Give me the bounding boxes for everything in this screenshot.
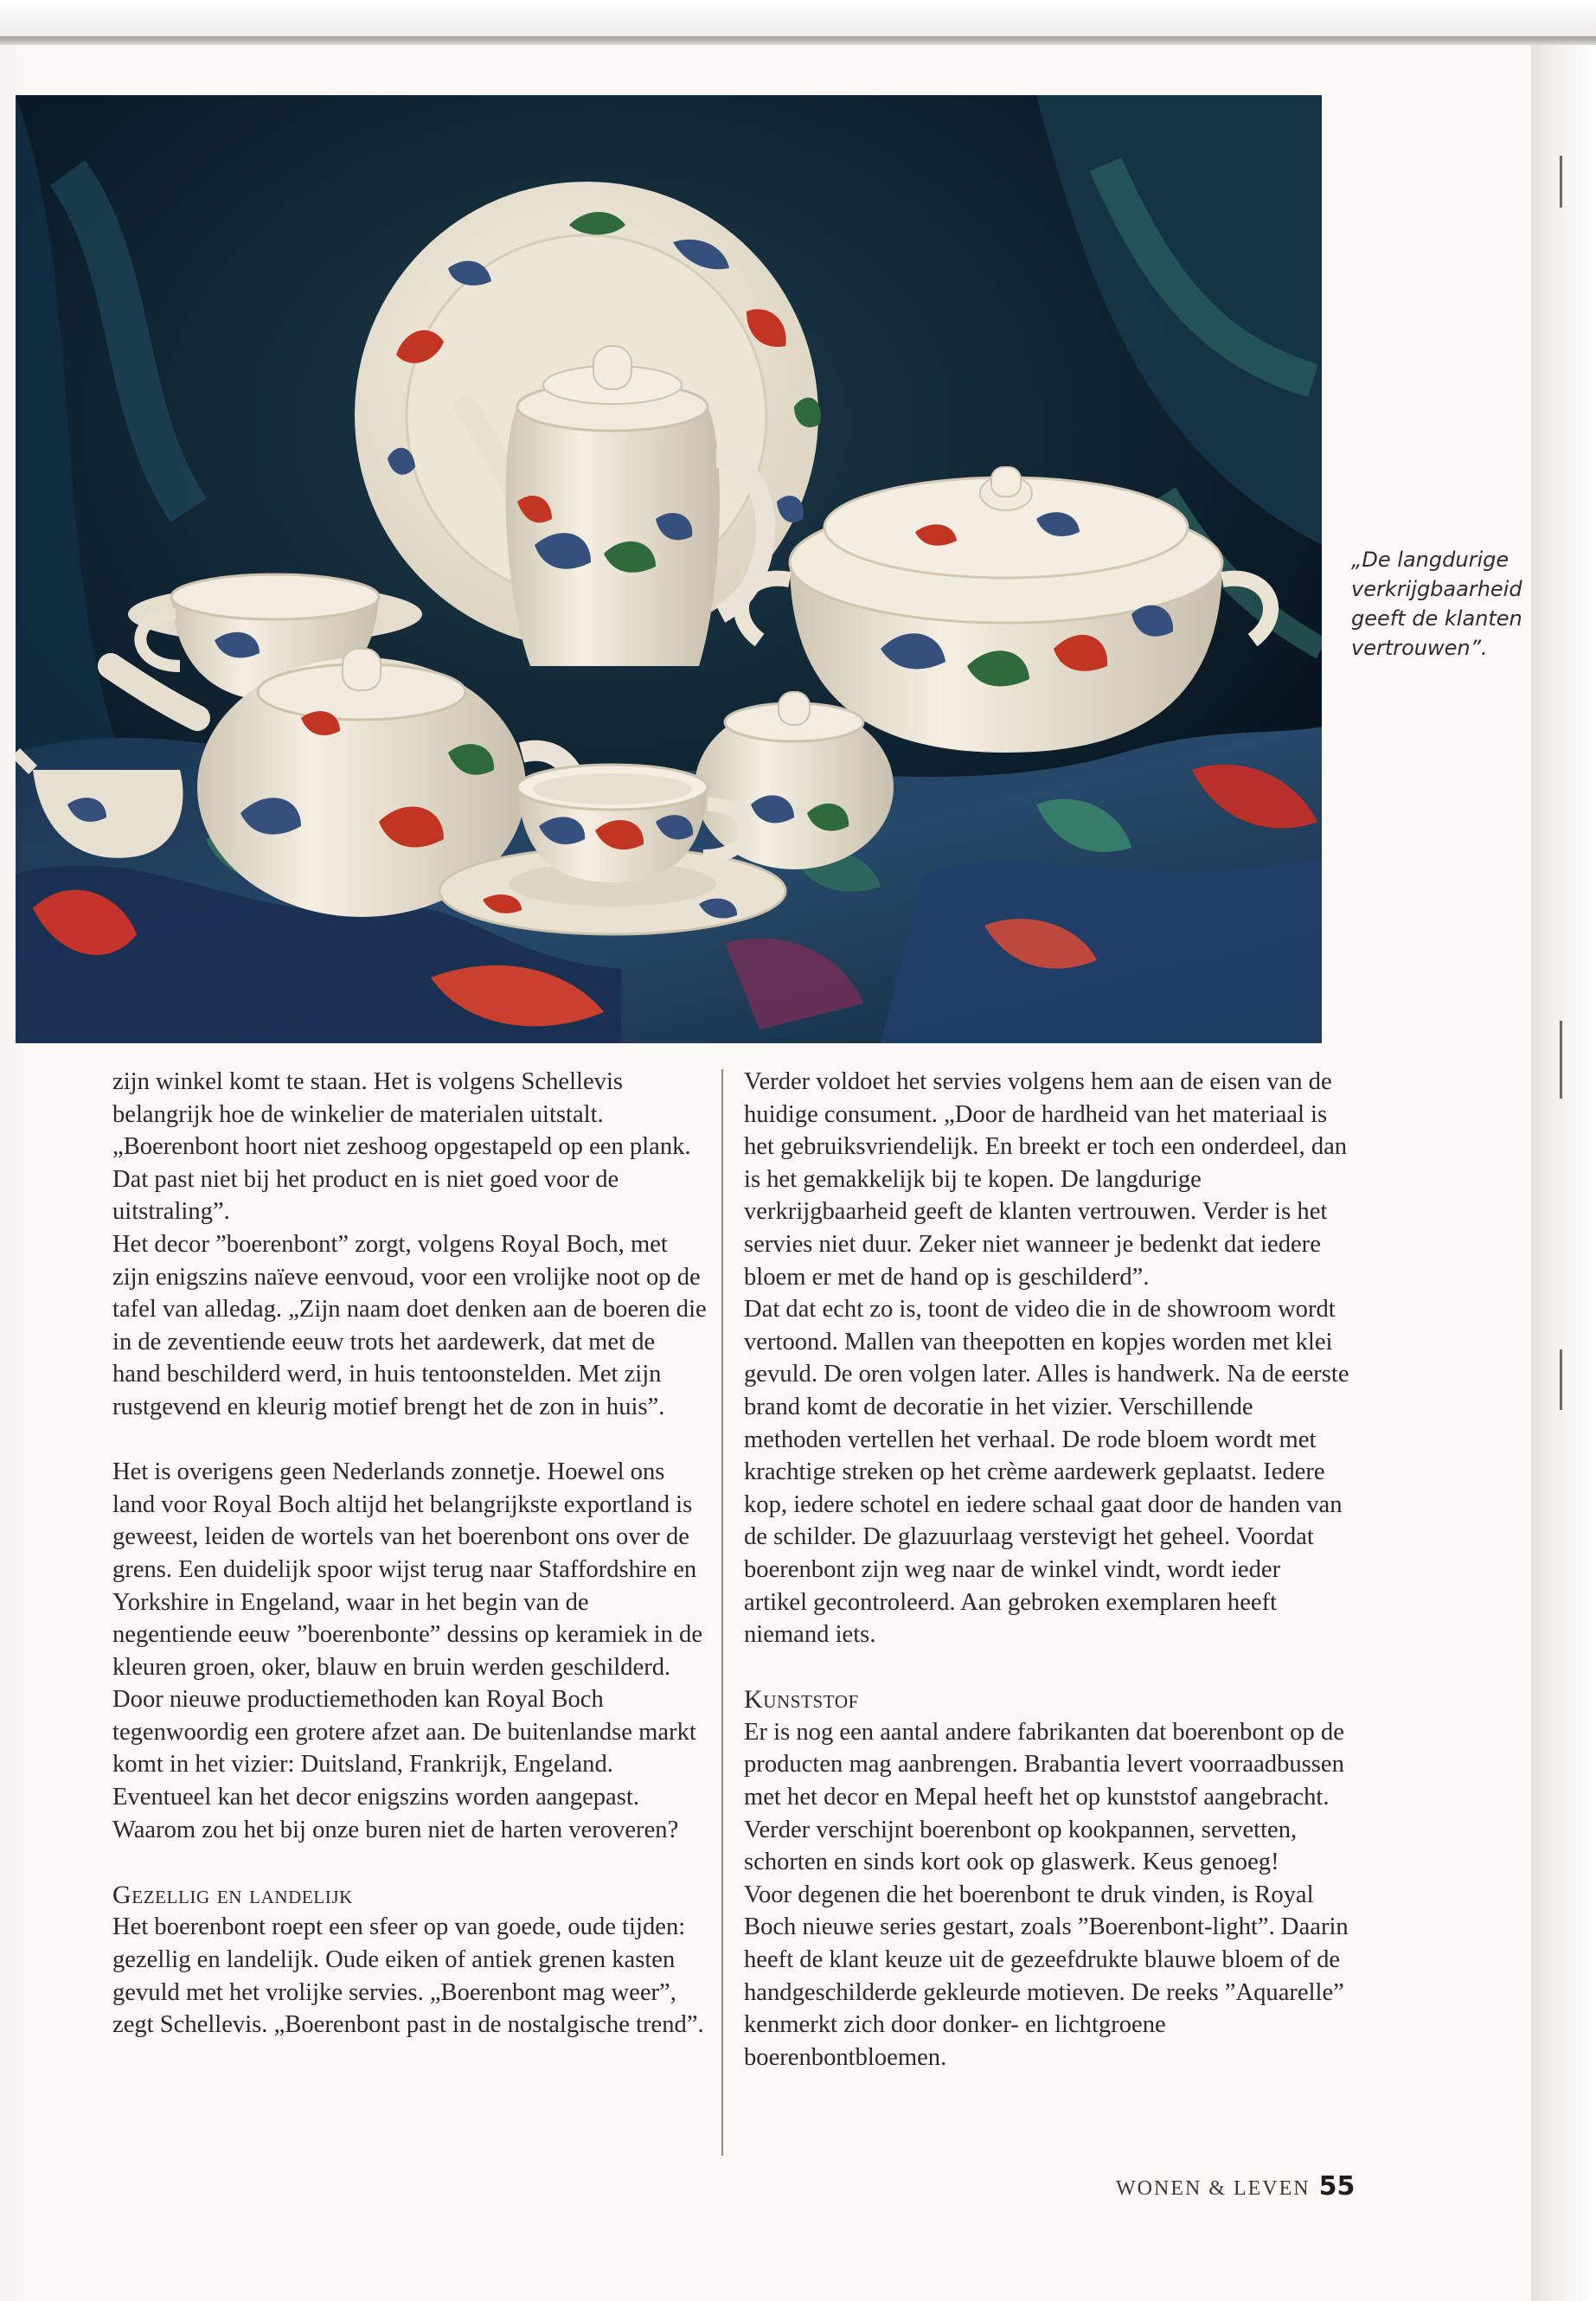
body-paragraph: Voor degenen die het boerenbont te druk vinden, is Royal Boch nieuwe series gestart, zoals ”Boerenbont-light”. Daarin heeft de klant keuze uit de gezeefdrukte blauwe bloem of de handgeschilderde gekleurde motieven. De reeks ”Aquarelle” kenmerkt zich door donker- en lichtgroene boerenbontbloemen.: [744, 1881, 1349, 2071]
pull-quote: „De langdurige verkrijgbaarheid geeft de klanten vertrouwen”.: [1351, 548, 1522, 660]
body-paragraph: Door nieuwe productiemethoden kan Royal Boch tegenwoordig een grotere afzet aan. De buitenlandse markt komt in het vizier: Duitsland, Frankrijk, Engeland. Eventueel kan het decor enigszins worden aangepast. Waarom zou het bij onze buren niet de harten veroveren?: [112, 1686, 696, 1843]
scan-edge-shadow: [0, 36, 1596, 45]
tableware-photo: [16, 95, 1322, 1043]
left-text-column: [112, 1066, 708, 2041]
body-paragraph: Dat dat echt zo is, toont de video die in de showroom wordt vertoond. Mallen van theepotten en kopjes worden met klei gevuld. De oren volgen later. Alles is handwerk. Na de eerste brand komt de decoratie in het vizier. Verschillende methoden vertellen het verhaal. De rode bloem wordt met krachtige streken op het crème aardewerk geplaatst. Iedere kop, iedere schotel en iedere schaal gaat door de handen van de schilder. De glazuurlaag verstevigt het geheel. Voordat boerenbont zijn weg naar de winkel vindt, wordt ieder artikel gecontroleerd. Aan gebroken exemplaren heeft niemand iets.: [744, 1296, 1349, 1649]
page-footer: [1116, 2171, 1355, 2202]
body-paragraph: Verder voldoet het servies volgens hem aan de eisen van de huidige consument. „Door de hardheid van het materiaal is het gebruiksvriendelijk. En breekt er toch een onderdeel, dan is het gemakkelijk bij te kopen. De langdurige verkrijgbaarheid geeft de klanten vertrouwen. Verder is het servies niet duur. Zeker niet wanneer je bedenkt dat iedere bloem er met de hand op is geschilderd”.: [744, 1068, 1348, 1291]
subheading: Gezellig en landelijk: [112, 1880, 353, 1909]
right-text-column: [744, 1066, 1349, 2073]
body-paragraph: Het is overigens geen Nederlands zonnetje. Hoewel ons land voor Royal Boch altijd het belangrijkste exportland is geweest, leiden de wortels van het boerenbont ons over de grens. Een duidelijk spoor wijst terug naar Staffordshire en Yorkshire in Engeland, waar in het begin van de negentiende eeuw ”boerenbonte” dessins op keramiek in de kleuren groen, oker, blauw en bruin werden geschilderd.: [112, 1458, 703, 1681]
fold-mark: [1560, 156, 1562, 208]
paragraph-gap: [112, 1424, 708, 1457]
body-paragraph: Het boerenbont roept een sfeer op van goede, oude tijden: gezellig en landelijk. Oude eiken of antiek grenen kasten gevuld met het vrolijke servies. „Boerenbont mag weer”, zegt Schellevis. „Boerenbont past in de nostalgische trend”.: [112, 1913, 704, 2039]
column-divider: [721, 1069, 723, 2156]
paragraph-gap: [744, 1651, 1349, 1684]
page-number: 55: [1318, 2171, 1356, 2202]
magazine-name: WONEN & LEVEN: [1116, 2177, 1311, 2200]
body-paragraph: Het decor ”boerenbont” zorgt, volgens Royal Boch, met zijn enigszins naïeve eenvoud, voor een vrolijke noot op de tafel van alledag. „Zijn naam doet denken aan de boeren die in de zeventiende eeuw trots het aardewerk, dat met de hand beschilderd werd, in huis tentoonstelden. Met zijn rustgevend en kleurig motief brengt het de zon in huis”.: [112, 1230, 707, 1420]
body-paragraph: Er is nog een aantal andere fabrikanten dat boerenbont op de producten mag aanbrengen. Brabantia levert voorraadbussen met het decor en Mepal heeft het op kunststof aangebracht. Verder verschijnt boerenbont op kookpannen, servetten, schorten en sinds kort ook op glaswerk. Keus genoeg!: [744, 1718, 1344, 1876]
scan-top-margin: [0, 0, 1596, 36]
fold-mark: [1560, 1021, 1562, 1099]
paragraph-gap: [112, 1846, 708, 1879]
page-fold-edge: [1531, 45, 1596, 2301]
subheading: Kunststof: [744, 1685, 859, 1715]
fold-mark: [1560, 1349, 1562, 1410]
body-paragraph: zijn winkel komt te staan. Het is volgens Schellevis belangrijk hoe de winkelier de materialen uitstalt. „Boerenbont hoort niet zeshoog opgestapeld op een plank. Dat past niet bij het product en is niet goed voor de uitstraling”.: [112, 1068, 691, 1226]
